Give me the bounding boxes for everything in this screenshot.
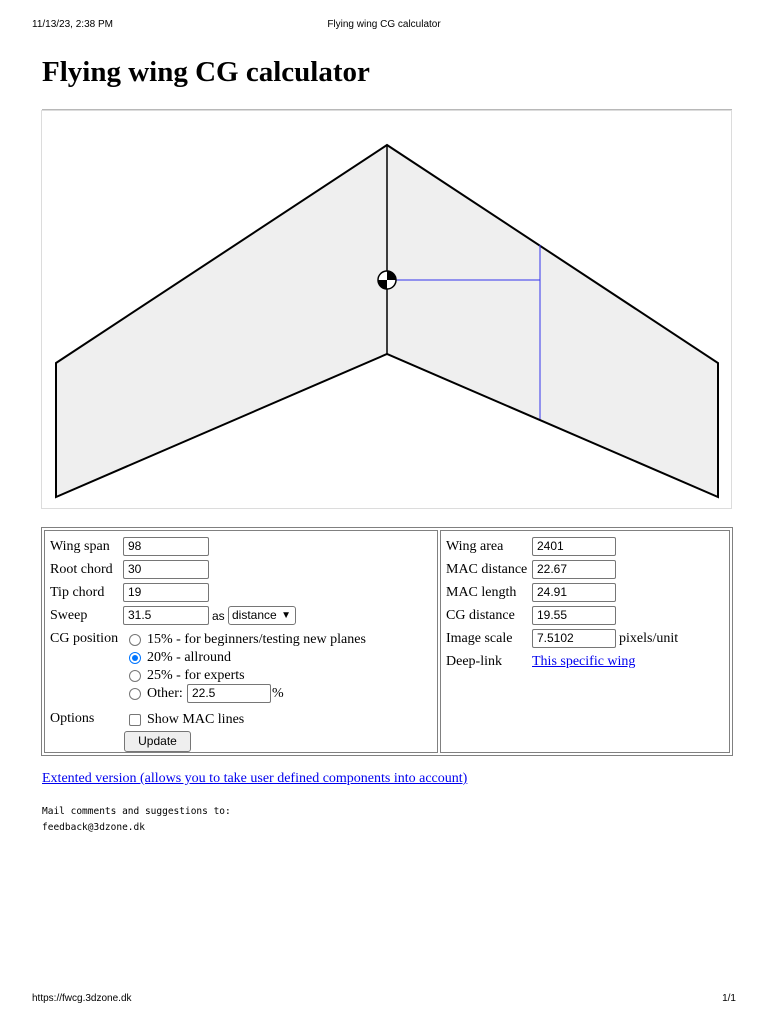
page-title: Flying wing CG calculator bbox=[42, 56, 370, 88]
cg-option-20-label: 20% - allround bbox=[147, 650, 231, 665]
wing-span-input[interactable]: 98 bbox=[123, 537, 209, 556]
mac-distance-label: MAC distance bbox=[446, 562, 528, 577]
cg-radio-25[interactable] bbox=[129, 670, 141, 682]
sweep-mode-select[interactable] bbox=[228, 606, 296, 625]
cg-radio-15[interactable] bbox=[129, 634, 141, 646]
print-footer bbox=[32, 993, 736, 1005]
cg-other-unit: % bbox=[272, 686, 284, 701]
root-chord-input[interactable]: 30 bbox=[123, 560, 209, 579]
cg-option-25-label: 25% - for experts bbox=[147, 668, 245, 683]
cg-option-other-label: Other: bbox=[147, 686, 183, 701]
print-url: https://fwcg.3dzone.dk bbox=[32, 993, 132, 1004]
wing-span-label: Wing span bbox=[50, 539, 110, 554]
wing-drawing bbox=[42, 111, 731, 508]
update-button[interactable]: Update bbox=[124, 731, 191, 752]
wing-area-label: Wing area bbox=[446, 539, 504, 554]
cg-radio-other[interactable] bbox=[129, 688, 141, 700]
input-panel bbox=[44, 530, 438, 753]
sweep-as-label: as bbox=[212, 609, 225, 623]
calculator-table bbox=[41, 527, 733, 756]
deep-link-label: Deep-link bbox=[446, 654, 502, 669]
image-scale-label: Image scale bbox=[446, 631, 513, 646]
sweep-mode-value: distance bbox=[232, 608, 277, 622]
root-chord-label: Root chord bbox=[50, 562, 113, 577]
options-label: Options bbox=[50, 711, 95, 726]
cg-distance-label: CG distance bbox=[446, 608, 515, 623]
cg-other-input[interactable]: 22.5 bbox=[187, 684, 271, 703]
cg-option-15-label: 15% - for beginners/testing new planes bbox=[147, 632, 366, 647]
wing-area-output[interactable]: 2401 bbox=[532, 537, 616, 556]
cg-marker-icon bbox=[378, 271, 396, 289]
chevron-down-icon: ▼ bbox=[281, 610, 291, 621]
extended-version-link[interactable]: Extented version (allows you to take user defined components into account) bbox=[42, 771, 468, 786]
tip-chord-label: Tip chord bbox=[50, 585, 105, 600]
mail-prompt: Mail comments and suggestions to: bbox=[42, 806, 231, 817]
deep-link[interactable]: This specific wing bbox=[532, 654, 636, 669]
wing-canvas bbox=[41, 110, 732, 509]
cg-distance-output[interactable]: 19.55 bbox=[532, 606, 616, 625]
print-doc-title: Flying wing CG calculator bbox=[327, 19, 441, 30]
mac-length-output[interactable]: 24.91 bbox=[532, 583, 616, 602]
mac-distance-output[interactable]: 22.67 bbox=[532, 560, 616, 579]
mac-length-label: MAC length bbox=[446, 585, 517, 600]
mail-address: feedback@3dzone.dk bbox=[42, 822, 145, 833]
cg-position-label: CG position bbox=[50, 631, 119, 646]
print-header bbox=[32, 19, 736, 31]
show-mac-label: Show MAC lines bbox=[147, 712, 245, 727]
results-panel bbox=[440, 530, 730, 753]
cg-radio-20[interactable] bbox=[129, 652, 141, 664]
print-page-number: 1/1 bbox=[722, 993, 736, 1004]
image-scale-unit: pixels/unit bbox=[619, 631, 679, 646]
tip-chord-input[interactable]: 19 bbox=[123, 583, 209, 602]
show-mac-checkbox[interactable] bbox=[129, 714, 141, 726]
image-scale-output[interactable]: 7.5102 bbox=[532, 629, 616, 648]
print-datetime: 11/13/23, 2:38 PM bbox=[32, 19, 113, 30]
sweep-input[interactable]: 31.5 bbox=[123, 606, 209, 625]
sweep-label: Sweep bbox=[50, 608, 88, 623]
